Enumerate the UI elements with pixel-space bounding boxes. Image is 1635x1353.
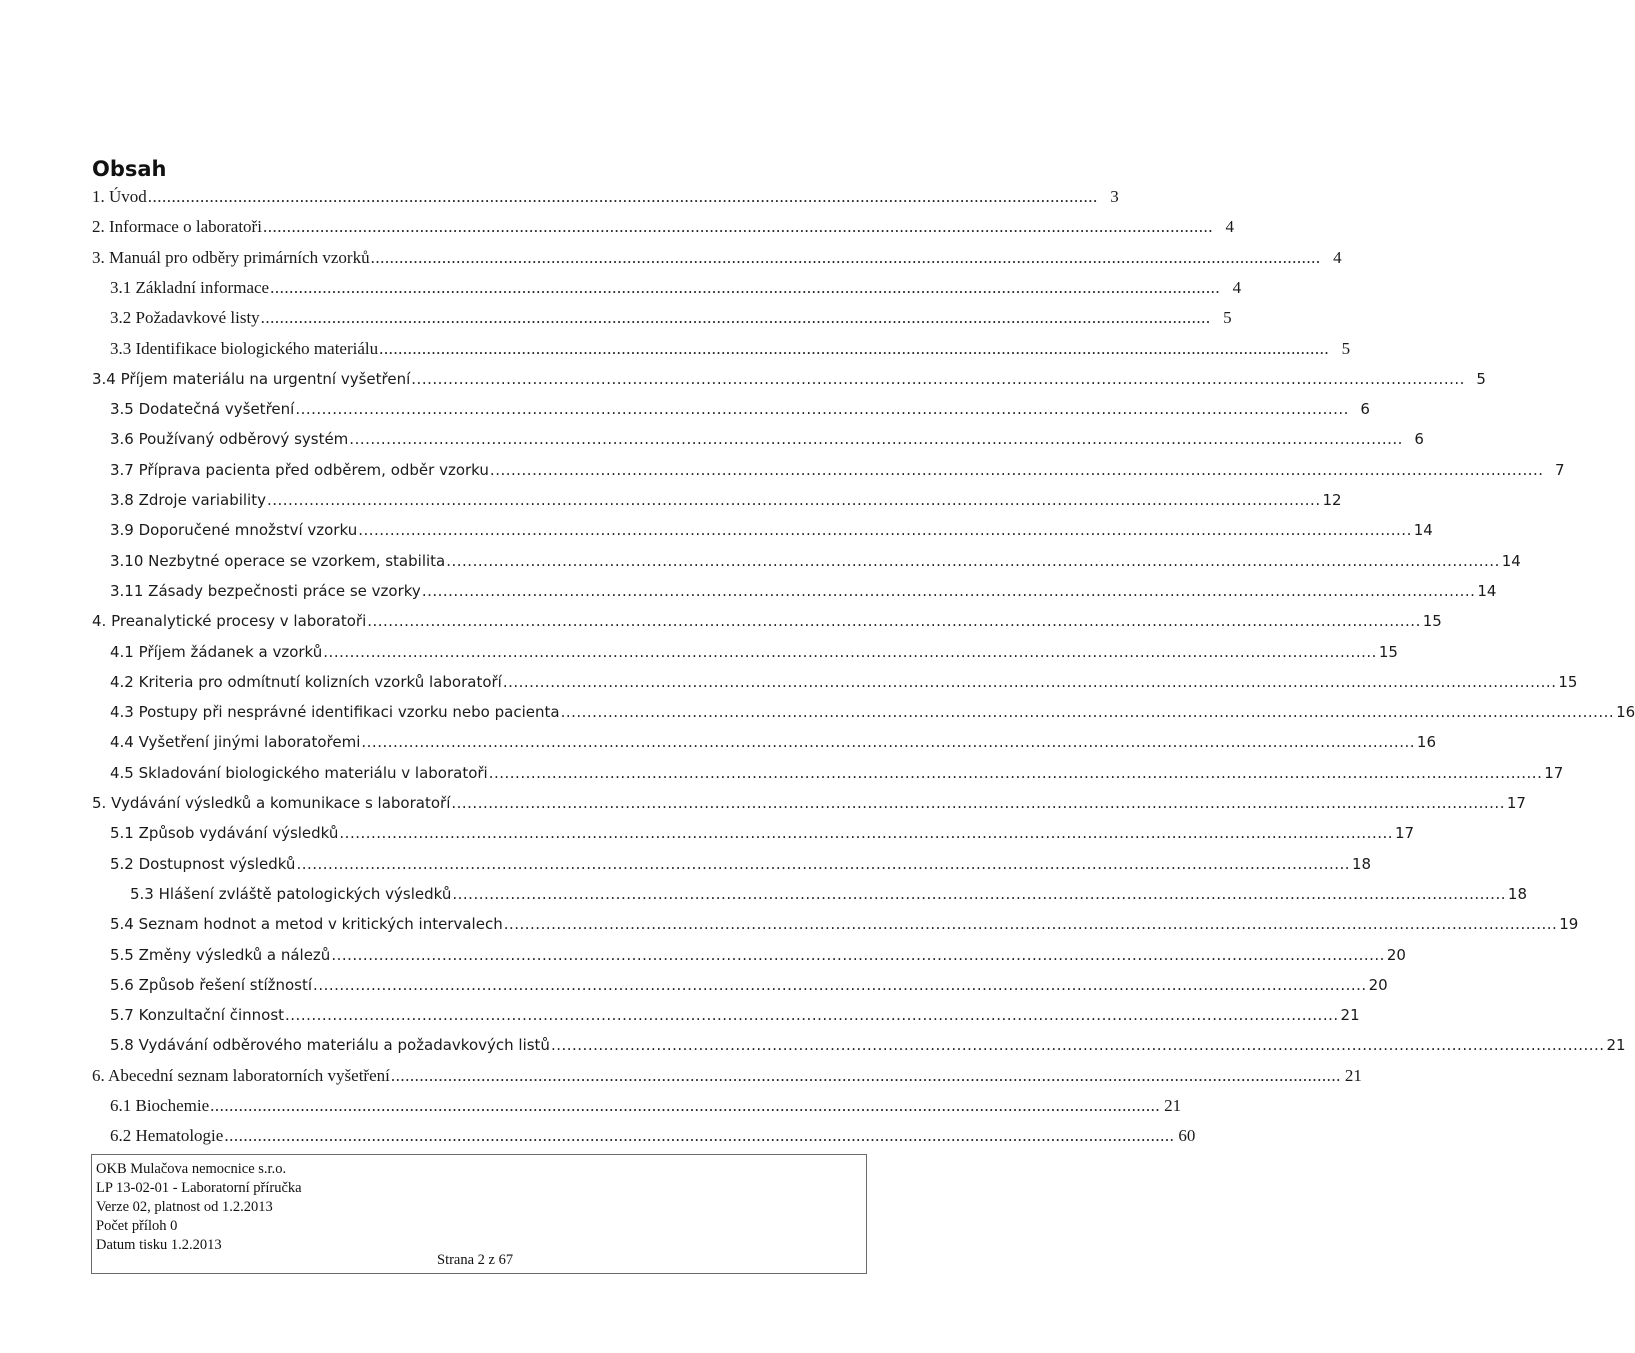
toc-heading: Obsah [92,157,167,181]
toc-entry-page: 17 [1394,824,1415,842]
toc-entry[interactable] [110,758,1564,788]
toc-dot-leader: ........................................................................................................................................................................................................ [339,824,1394,842]
toc-entry-page: 18 [1507,885,1527,903]
toc-dot-leader: ........................................................................................................................................................................................................ [502,673,1557,691]
toc-dot-leader: ........................................................................................................................................................................................................ [147,187,1098,206]
toc-dot-leader: ........................................................................................................................................................................................................ [260,308,1211,327]
toc-dot-leader: ........................................................................................................................................................................................................ [451,794,1505,812]
toc-entry[interactable] [110,818,1415,848]
toc-entry[interactable] [110,1121,1196,1151]
toc-entry-page: 15 [1422,612,1442,630]
toc-entry-title: 4.1 Příjem žádanek a vzorků [110,643,323,661]
toc-dot-leader: ........................................................................................................................................................................................................ [285,1006,1339,1024]
toc-entry-title: 4. Preanalytické procesy v laboratoři [92,612,367,630]
toc-entry-page: 15 [1558,673,1578,691]
toc-entry-title: 3.2 Požadavkové listy [110,308,260,327]
toc-entry-title: 2. Informace o laboratoři [92,217,262,236]
toc-entry-page: 6 [1360,400,1370,418]
toc-entry-page: 21 [1340,1006,1360,1024]
toc-dot-leader: ........................................................................................................................................................................................................ [488,764,1543,782]
toc-entry-page: 5 [1223,308,1232,327]
toc-entry-page: 5 [1476,370,1486,388]
toc-entry-page: 20 [1386,946,1406,964]
toc-dot-leader: ........................................................................................................................................................................................................ [390,1066,1341,1085]
toc-dot-leader: ........................................................................................................................................................................................................ [331,946,1385,964]
toc-entry-title: 4.5 Skladování biologického materiálu v laboratoři [110,764,488,782]
toc-entry-title: 6.1 Biochemie [110,1096,210,1115]
toc-entry-title: 4.2 Kriteria pro odmítnutí kolizních vzorků laboratoří [110,673,502,691]
toc-entry-page: 16 [1416,733,1437,751]
toc-entry-title: 3.4 Příjem materiálu na urgentní vyšetření [92,370,411,388]
footer-document-id: LP 13-02-01 - Laboratorní příručka [96,1180,302,1196]
toc-entry-page: 12 [1322,491,1342,509]
toc-entry-page: 21 [1164,1096,1182,1115]
toc-entry[interactable] [92,364,1486,394]
toc-entry[interactable] [110,697,1635,727]
toc-entry[interactable] [110,637,1398,667]
toc-entry-title: 3.7 Příprava pacienta před odběrem, odběr vzorku [110,461,489,479]
toc-entry-title: 5.6 Způsob řešení stížností [110,976,313,994]
toc-dot-leader: ........................................................................................................................................................................................................ [367,612,1421,630]
toc-entry-title: 5. Vydávání výsledků a komunikace s laboratoří [92,794,451,812]
toc-entry[interactable] [92,1061,1362,1091]
toc-entry-title: 3. Manuál pro odběry primárních vzorků [92,248,370,267]
toc-dot-leader: ........................................................................................................................................................................................................ [210,1096,1161,1115]
toc-dot-leader: ........................................................................................................................................................................................................ [379,339,1330,358]
toc-dot-leader: ........................................................................................................................................................................................................ [323,643,1377,661]
toc-entry[interactable] [110,273,1242,303]
toc-entry-page: 3 [1110,187,1119,206]
toc-entry-page: 5 [1341,339,1351,358]
toc-dot-leader: ........................................................................................................................................................................................................ [411,370,1465,388]
toc-entry-page: 60 [1178,1126,1196,1145]
toc-entry[interactable] [92,212,1234,242]
toc-entry-title: 3.8 Zdroje variability [110,491,266,509]
toc-entry-title: 5.7 Konzultační činnost [110,1006,285,1024]
toc-entry[interactable] [130,879,1527,909]
toc-entry-page: 20 [1368,976,1388,994]
toc-dot-leader: ........................................................................................................................................................................................................ [358,521,1412,539]
toc-entry-title: 3.6 Používaný odběrový systém [110,430,349,448]
toc-dot-leader: ........................................................................................................................................................................................................ [224,1126,1175,1145]
footer-version: Verze 02, platnost od 1.2.2013 [96,1199,273,1215]
toc-dot-leader: ........................................................................................................................................................................................................ [446,552,1500,570]
toc-dot-leader: ........................................................................................................................................................................................................ [266,491,1321,509]
toc-entry-page: 19 [1559,915,1579,933]
toc-entry-title: 4.4 Vyšetření jinými laboratořemi [110,733,361,751]
footer-organization: OKB Mulačova nemocnice s.r.o. [96,1161,287,1177]
toc-entry-title: 5.5 Změny výsledků a nálezů [110,946,331,964]
toc-entry-title: 5.3 Hlášení zvláště patologických výsledků [130,885,452,903]
toc-dot-leader: ........................................................................................................................................................................................................ [452,885,1506,903]
toc-entry[interactable] [110,909,1579,939]
toc-dot-leader: ........................................................................................................................................................................................................ [421,582,1476,600]
toc-entry-title: 3.3 Identifikace biologického materiálu [110,339,379,358]
toc-entry[interactable] [110,455,1565,485]
toc-entry-page: 7 [1555,461,1565,479]
toc-entry-title: 3.9 Doporučené množství vzorku [110,521,358,539]
toc-entry-page: 4 [1333,248,1342,267]
toc-entry[interactable] [110,394,1370,424]
toc-entry[interactable] [92,606,1442,636]
toc-dot-leader: ........................................................................................................................................................................................................ [296,855,1351,873]
toc-entry-title: 3.10 Nezbytné operace se vzorkem, stabilita [110,552,446,570]
toc-entry-page: 4 [1225,217,1234,236]
toc-entry-title: 3.1 Základní informace [110,278,270,297]
footer-page-number: Strana 2 z 67 [437,1252,514,1268]
toc-entry-title: 3.5 Dodatečná vyšetření [110,400,295,418]
toc-entry-title: 5.2 Dostupnost výsledků [110,855,296,873]
toc-entry[interactable] [110,1091,1182,1121]
toc-dot-leader: ........................................................................................................................................................................................................ [489,461,1544,479]
toc-entry-page: 21 [1344,1066,1362,1085]
toc-entry-title: 6. Abecední seznam laboratorních vyšetření [92,1066,390,1085]
document-footer [91,1154,867,1274]
toc-entry[interactable] [110,424,1424,454]
toc-dot-leader: ........................................................................................................................................................................................................ [262,217,1213,236]
toc-entry-page: 18 [1351,855,1372,873]
toc-entry-page: 16 [1616,703,1635,721]
toc-entry[interactable] [110,546,1521,576]
toc-entry-page: 14 [1501,552,1521,570]
toc-entry-page: 15 [1378,643,1398,661]
toc-entry-title: 6.2 Hematologie [110,1126,224,1145]
footer-print-date: Datum tisku 1.2.2013 [96,1237,222,1253]
toc-entry[interactable] [110,576,1497,606]
toc-entry[interactable] [110,303,1232,333]
toc-dot-leader: ........................................................................................................................................................................................................ [550,1036,1605,1054]
toc-dot-leader: ........................................................................................................................................................................................................ [503,915,1558,933]
toc-entry[interactable] [92,788,1526,818]
toc-entry-page: 17 [1506,794,1526,812]
toc-entry-page: 14 [1477,582,1497,600]
toc-entry-page: 6 [1414,430,1424,448]
toc-entry-title: 5.1 Způsob vydávání výsledků [110,824,339,842]
toc-entry[interactable] [92,243,1342,273]
toc-dot-leader: ........................................................................................................................................................................................................ [370,248,1321,267]
toc-entry-page: 4 [1232,278,1242,297]
toc-dot-leader: ........................................................................................................................................................................................................ [270,278,1221,297]
toc-entry-title: 3.11 Zásady bezpečnosti práce se vzorky [110,582,421,600]
toc-entry-title: 1. Úvod [92,187,147,206]
toc-entry[interactable] [92,182,1119,212]
toc-entry[interactable] [110,970,1388,1000]
toc-entry[interactable] [110,515,1433,545]
toc-entry[interactable] [110,1030,1626,1060]
toc-entry[interactable] [110,485,1342,515]
toc-entry-page: 21 [1606,1036,1626,1054]
toc-entry-title: 5.8 Vydávání odběrového materiálu a požadavkových listů [110,1036,550,1054]
toc-entry-page: 17 [1544,764,1564,782]
toc-entry[interactable] [110,727,1437,757]
toc-dot-leader: ........................................................................................................................................................................................................ [560,703,1615,721]
footer-attachments: Počet příloh 0 [96,1218,178,1234]
toc-entry[interactable] [110,1000,1360,1030]
toc-dot-leader: ........................................................................................................................................................................................................ [313,976,1367,994]
toc-entry[interactable] [110,940,1406,970]
toc-dot-leader: ........................................................................................................................................................................................................ [349,430,1403,448]
toc-dot-leader: ........................................................................................................................................................................................................ [295,400,1349,418]
toc-dot-leader: ........................................................................................................................................................................................................ [361,733,1416,751]
toc-entry-title: 4.3 Postupy při nesprávné identifikaci vzorku nebo pacienta [110,703,560,721]
toc-entry[interactable] [110,849,1372,879]
toc-entry[interactable] [110,334,1351,364]
toc-entry-page: 14 [1413,521,1433,539]
toc-entry[interactable] [110,667,1578,697]
toc-entry-title: 5.4 Seznam hodnot a metod v kritických intervalech [110,915,503,933]
